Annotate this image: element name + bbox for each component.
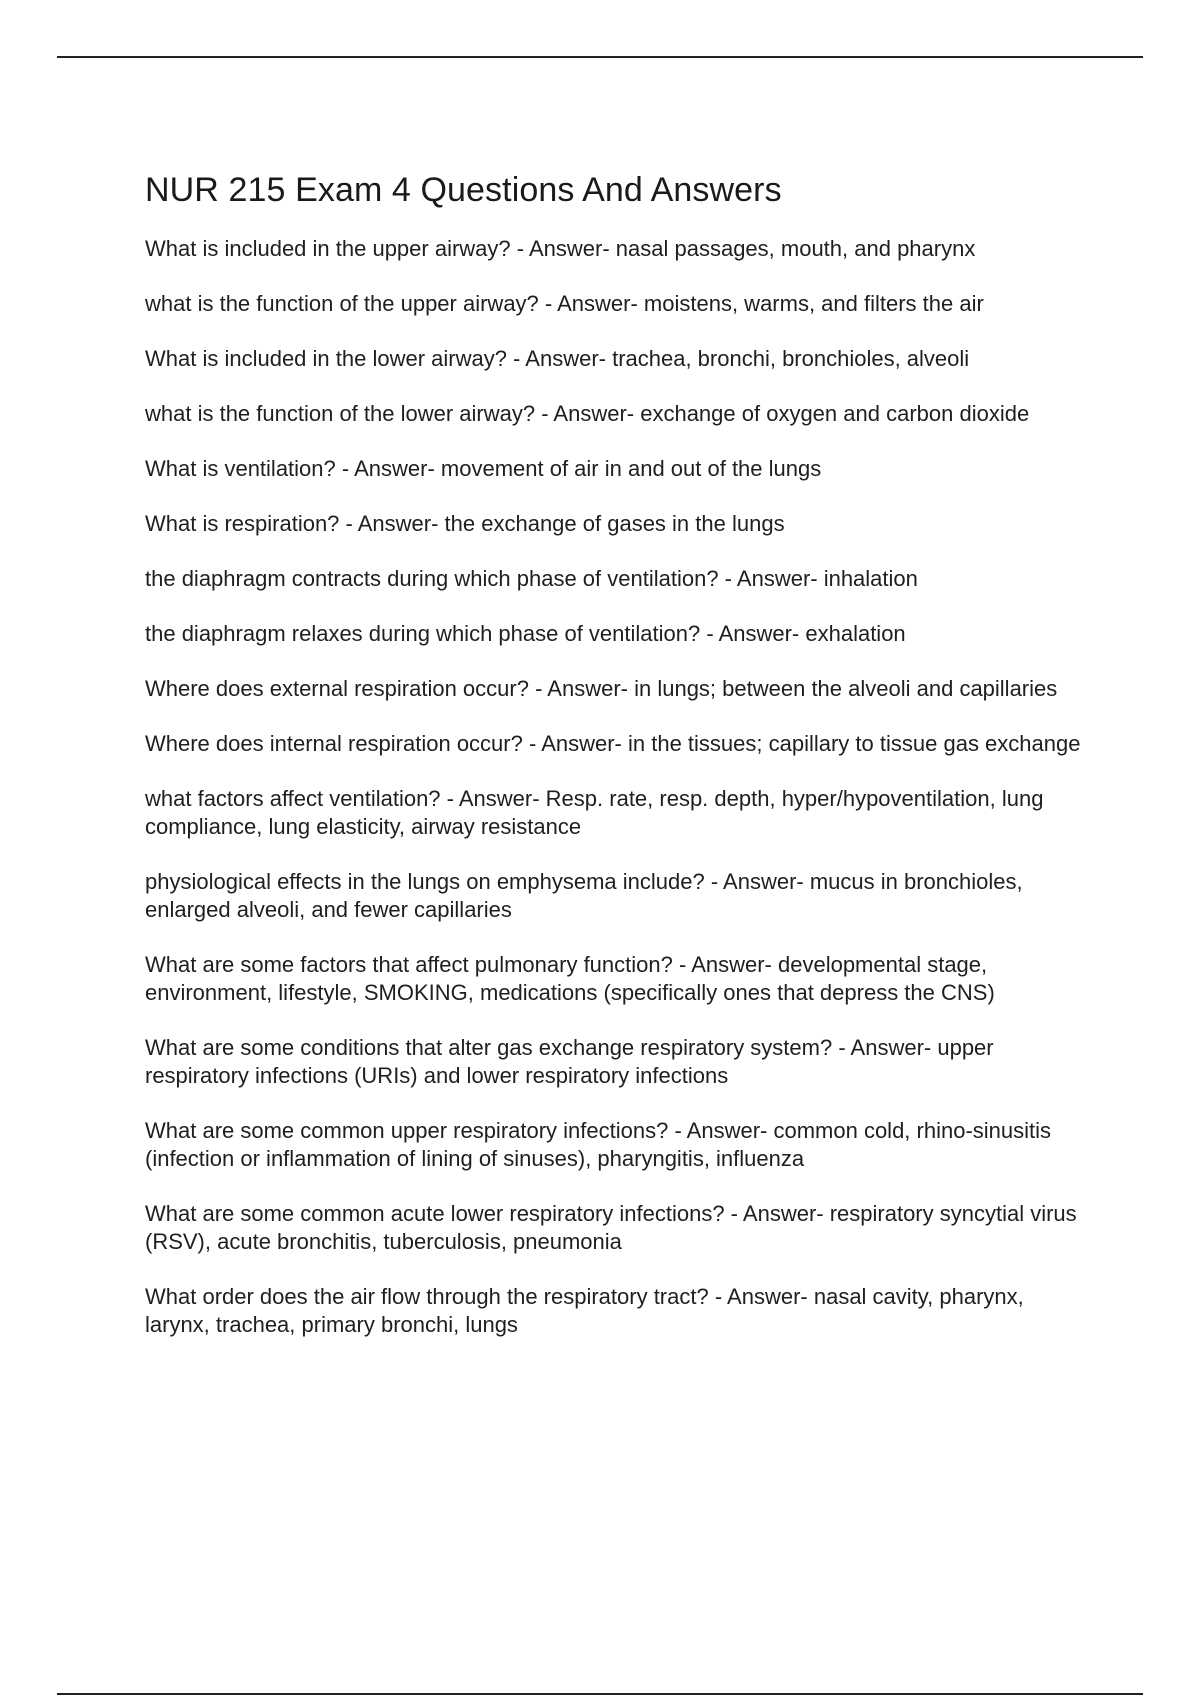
- qa-item: the diaphragm relaxes during which phase of ventilation? - Answer- exhalation: [145, 620, 906, 646]
- qa-item: What is included in the lower airway? - Answer- trachea, bronchi, bronchioles, alveoli: [145, 345, 970, 371]
- bottom-divider: [57, 1693, 1143, 1695]
- qa-item: physiological effects in the lungs on emphysema include? - Answer- mucus in bronchioles, enlarged alveoli, and fewer capillaries: [145, 868, 1023, 922]
- qa-item: What is respiration? - Answer- the exchange of gases in the lungs: [145, 510, 785, 536]
- qa-item: What are some common upper respiratory infections? - Answer- common cold, rhino-sinusitis (infection or inflammation of lining of sinuses), pharyngitis, influenza: [145, 1117, 1052, 1171]
- qa-item: what factors affect ventilation? - Answer- Resp. rate, resp. depth, hyper/hypoventilation, lung compliance, lung elasticity, airway resistance: [145, 785, 1044, 839]
- qa-item: What are some factors that affect pulmonary function? - Answer- developmental stage, environment, lifestyle, SMOKING, medications (specifically ones that depress the CNS): [145, 951, 995, 1005]
- document-body: [145, 170, 1085, 1366]
- qa-item: What is included in the upper airway? - Answer- nasal passages, mouth, and pharynx: [145, 235, 976, 261]
- qa-item: What order does the air flow through the respiratory tract? - Answer- nasal cavity, pharynx, larynx, trachea, primary bronchi, lungs: [145, 1283, 1024, 1337]
- qa-item: the diaphragm contracts during which phase of ventilation? - Answer- inhalation: [145, 565, 918, 591]
- qa-item: What is ventilation? - Answer- movement of air in and out of the lungs: [145, 455, 822, 481]
- qa-item: what is the function of the upper airway? - Answer- moistens, warms, and filters the air: [145, 290, 984, 316]
- qa-list: [145, 235, 1085, 1339]
- qa-item: What are some conditions that alter gas exchange respiratory system? - Answer- upper respiratory infections (URIs) and lower respiratory infections: [145, 1034, 994, 1088]
- qa-item: Where does external respiration occur? - Answer- in lungs; between the alveoli and capillaries: [145, 675, 1058, 701]
- document-title: NUR 215 Exam 4 Questions And Answers: [145, 171, 782, 209]
- qa-item: Where does internal respiration occur? - Answer- in the tissues; capillary to tissue gas exchange: [145, 730, 1081, 756]
- qa-item: what is the function of the lower airway? - Answer- exchange of oxygen and carbon dioxide: [145, 400, 1030, 426]
- qa-item: What are some common acute lower respiratory infections? - Answer- respiratory syncytial virus (RSV), acute bronchitis, tuberculosis, pneumonia: [145, 1200, 1077, 1254]
- top-divider: [57, 56, 1143, 58]
